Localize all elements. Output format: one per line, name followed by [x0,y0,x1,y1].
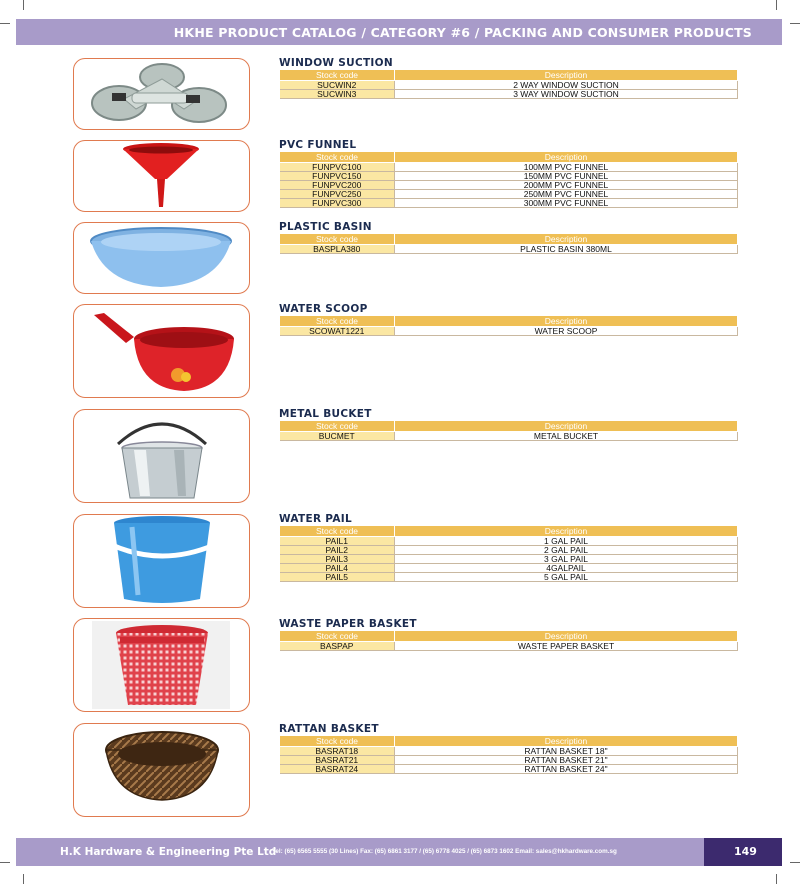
column-header-description: Description [395,234,738,245]
description: 4GALPAIL [395,564,738,573]
column-header-stock-code: Stock code [280,526,395,537]
section-title: PLASTIC BASIN [279,221,372,233]
stock-code: SCOWAT1221 [280,327,395,336]
waste-basket-icon [74,619,249,711]
description: 3 WAY WINDOW SUCTION [395,90,738,99]
column-header-stock-code: Stock code [280,316,395,327]
table-row [280,537,738,546]
section-title: WINDOW SUCTION [279,57,393,69]
table-row [280,432,738,441]
product-image-metal-bucket [73,409,250,503]
metal-bucket-icon [74,410,249,502]
column-header-description: Description [395,421,738,432]
column-header-stock-code: Stock code [280,70,395,81]
description: RATTAN BASKET 21" [395,756,738,765]
product-table [279,420,738,441]
water-pail-icon [74,515,249,607]
column-header-stock-code: Stock code [280,234,395,245]
section-pvc-funnel [279,139,738,208]
page-number: 149 [734,845,757,858]
product-table [279,315,738,336]
section-title: WATER SCOOP [279,303,368,315]
stock-code: FUNPVC300 [280,199,395,208]
catalog-header [16,19,782,45]
product-table [279,233,738,254]
product-table [279,630,738,651]
description: 5 GAL PAIL [395,573,738,582]
stock-code: BASRAT21 [280,756,395,765]
crop-mark [790,862,800,863]
table-row [280,573,738,582]
stock-code: PAIL4 [280,564,395,573]
section-title: METAL BUCKET [279,408,372,420]
section-rattan-basket [279,723,738,774]
stock-code: FUNPVC100 [280,163,395,172]
crop-mark [23,874,24,884]
water-scoop-icon [74,305,249,397]
stock-code: PAIL2 [280,546,395,555]
stock-code: BASRAT18 [280,747,395,756]
table-row [280,245,738,254]
table-row [280,327,738,336]
section-window-suction [279,57,738,99]
description: METAL BUCKET [395,432,738,441]
table-row [280,642,738,651]
section-title: RATTAN BASKET [279,723,379,735]
catalog-footer [16,838,782,866]
description: 2 WAY WINDOW SUCTION [395,81,738,90]
table-row [280,765,738,774]
product-image-water-pail [73,514,250,608]
column-header-description: Description [395,736,738,747]
description: RATTAN BASKET 18" [395,747,738,756]
section-water-scoop [279,303,738,336]
product-table [279,69,738,99]
stock-code: FUNPVC200 [280,181,395,190]
window-suction-icon [74,59,249,129]
product-table [279,735,738,774]
description: 300MM PVC FUNNEL [395,199,738,208]
stock-code: PAIL1 [280,537,395,546]
description: 3 GAL PAIL [395,555,738,564]
column-header-description: Description [395,152,738,163]
description: 100MM PVC FUNNEL [395,163,738,172]
section-water-pail [279,513,738,582]
stock-code: BASRAT24 [280,765,395,774]
catalog-title: HKHE PRODUCT CATALOG / CATEGORY #6 / PACKING AND CONSUMER PRODUCTS [173,25,752,40]
stock-code: FUNPVC150 [280,172,395,181]
column-header-description: Description [395,70,738,81]
column-header-description: Description [395,631,738,642]
crop-mark [776,0,777,10]
table-row [280,546,738,555]
product-image-water-scoop [73,304,250,398]
product-image-basin [73,222,250,294]
product-image-rattan-basket [73,723,250,817]
description: 1 GAL PAIL [395,537,738,546]
description: WATER SCOOP [395,327,738,336]
crop-mark [0,862,10,863]
rattan-basket-icon [74,724,249,816]
description: PLASTIC BASIN 380ML [395,245,738,254]
stock-code: SUCWIN2 [280,81,395,90]
stock-code: BUCMET [280,432,395,441]
section-title: WATER PAIL [279,513,352,525]
crop-mark [0,23,10,24]
stock-code: PAIL5 [280,573,395,582]
column-header-stock-code: Stock code [280,631,395,642]
section-waste-paper-basket [279,618,738,651]
company-name: H.K Hardware & Engineering Pte Ltd [60,846,277,858]
product-image-waste-basket [73,618,250,712]
table-row [280,199,738,208]
description: 2 GAL PAIL [395,546,738,555]
column-header-stock-code: Stock code [280,152,395,163]
crop-mark [23,0,24,10]
contact-info: Tel: (65) 6565 5555 (30 Lines) Fax: (65) 6861 3177 / (65) 6778 4025 / (65) 6873 1602 Email: sales@hkhardware.com.sg [272,848,617,855]
column-header-stock-code: Stock code [280,421,395,432]
stock-code: FUNPVC250 [280,190,395,199]
funnel-icon [74,141,249,211]
column-header-stock-code: Stock code [280,736,395,747]
description: 200MM PVC FUNNEL [395,181,738,190]
stock-code: BASPAP [280,642,395,651]
basin-icon [74,223,249,293]
crop-mark [776,874,777,884]
page-number-tab [704,838,782,866]
product-table [279,525,738,582]
table-row [280,90,738,99]
table-row [280,564,738,573]
description: RATTAN BASKET 24" [395,765,738,774]
crop-mark [790,23,800,24]
column-header-description: Description [395,526,738,537]
table-row [280,555,738,564]
stock-code: PAIL3 [280,555,395,564]
product-image-funnel [73,140,250,212]
section-title: WASTE PAPER BASKET [279,618,417,630]
stock-code: BASPLA380 [280,245,395,254]
description: 250MM PVC FUNNEL [395,190,738,199]
description: 150MM PVC FUNNEL [395,172,738,181]
product-table [279,151,738,208]
section-plastic-basin [279,221,738,254]
product-image-window-suction [73,58,250,130]
description: WASTE PAPER BASKET [395,642,738,651]
section-metal-bucket [279,408,738,441]
stock-code: SUCWIN3 [280,90,395,99]
column-header-description: Description [395,316,738,327]
section-title: PVC FUNNEL [279,139,357,151]
